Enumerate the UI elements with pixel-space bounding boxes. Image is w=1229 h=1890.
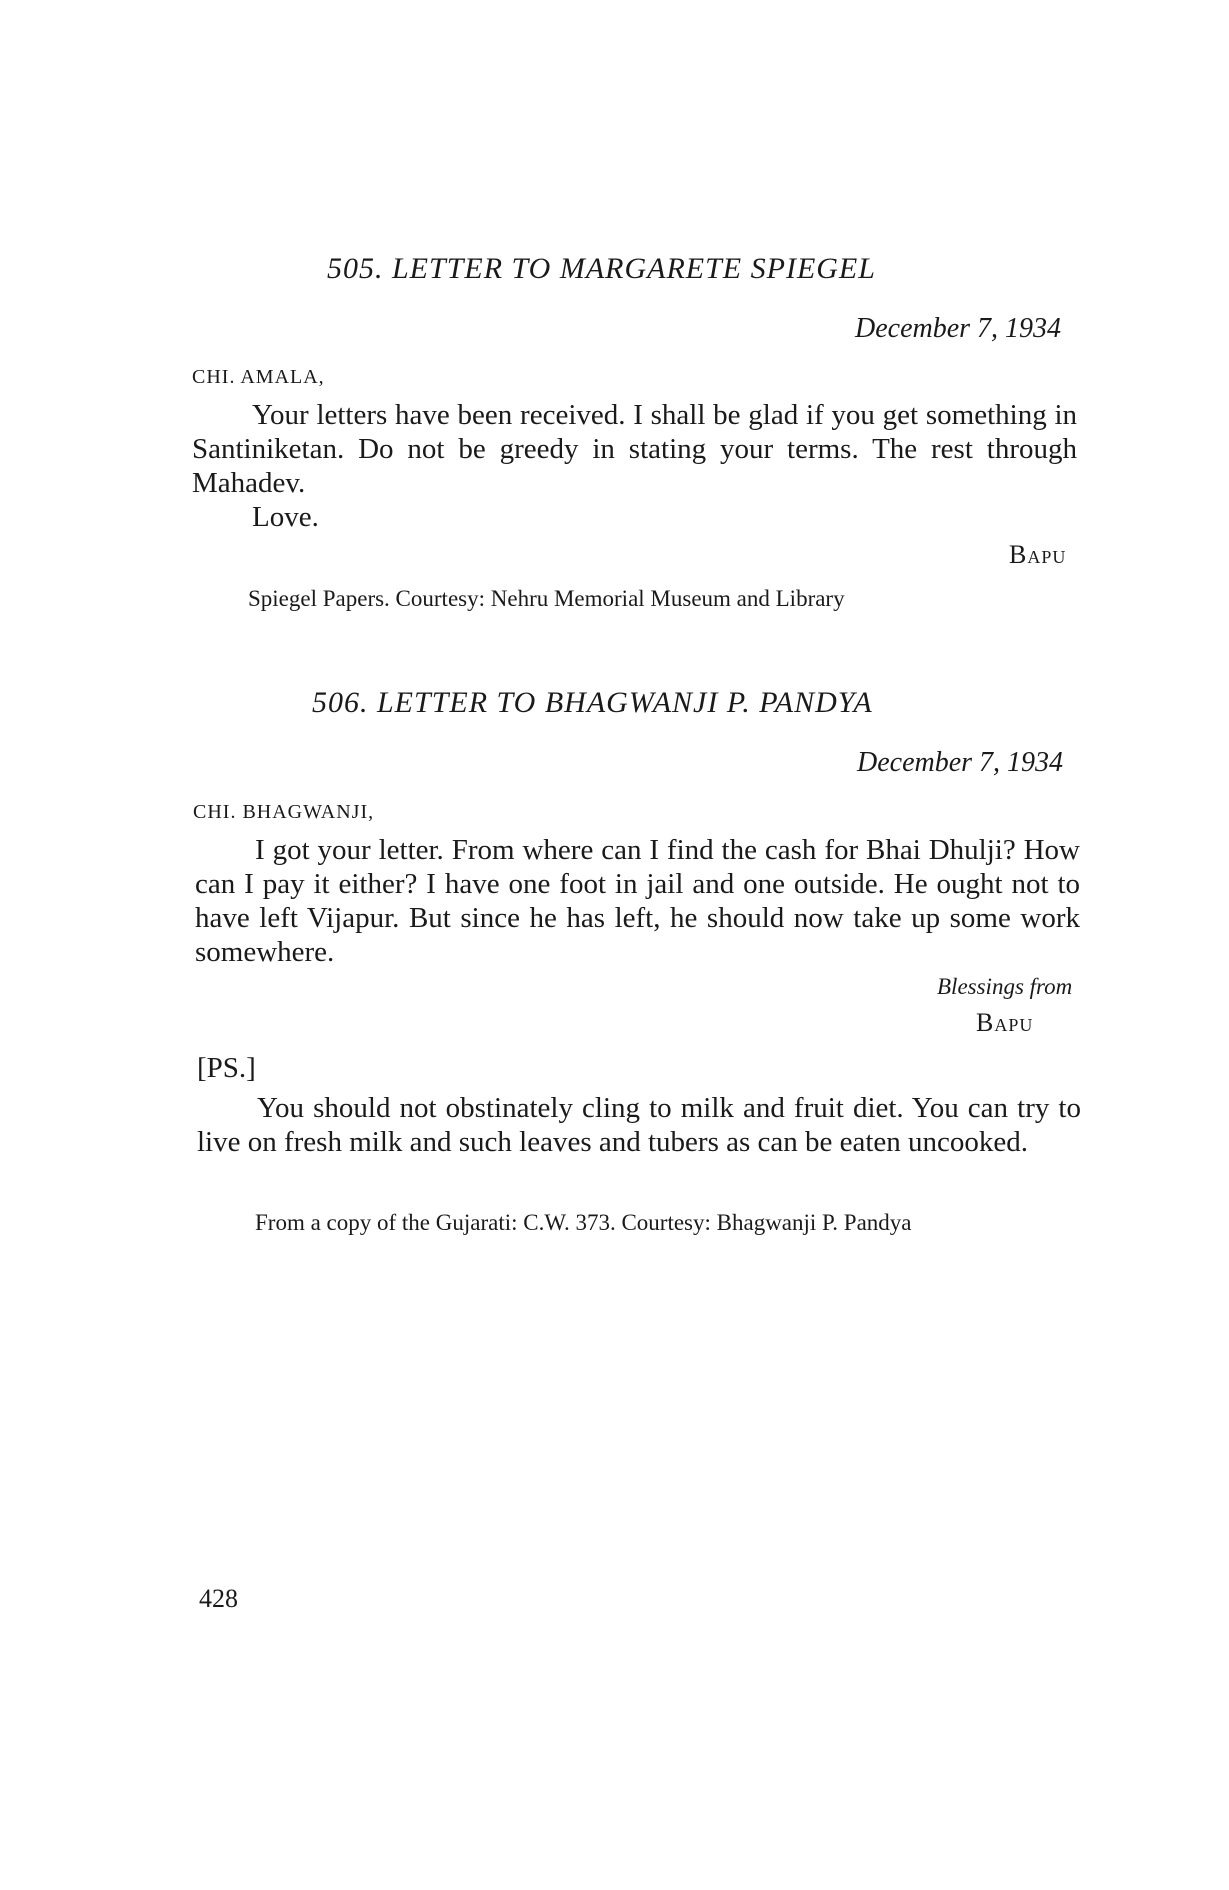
letter-505-source: Spiegel Papers. Courtesy: Nehru Memorial Museum and Library [248,586,845,611]
letter-505-date: December 7, 1934 [855,313,1062,344]
letter-506-signature: Bapu [976,1008,1034,1037]
letter-505-heading: 505. LETTER TO MARGARETE SPIEGEL [327,252,876,285]
letter-505-closing: Love. [252,501,319,533]
letter-506-body: I got your letter. From where can I find the cash for Bhai Dhulji? How can I pay it either? I have one foot in jail and one outside. He ought not to have left Vijapur. But since he has left, he should now take up some work somewhere. [195,834,1080,968]
letter-506-heading: 506. LETTER TO BHAGWANJI P. PANDYA [312,686,873,719]
letter-505-body: Your letters have been received. I shall be glad if you get something in Santiniketan. Do not be greedy in stating your terms. The rest through Mahadev. Love. [192,399,1077,533]
letter-506-salutation: CHI. BHAGWANJI, [193,801,375,823]
letter-506-ps-label: [PS.] [197,1052,256,1084]
page-number: 428 [199,1584,238,1613]
letter-506-date: December 7, 1934 [857,747,1064,778]
letter-505-signature: Bapu [1009,540,1067,569]
letter-506-ps-body: You should not obstinately cling to milk and fruit diet. You can try to live on fresh milk and such leaves and tubers as can be eaten uncooked. [197,1092,1081,1158]
letter-506-source: From a copy of the Gujarati: C.W. 373. Courtesy: Bhagwanji P. Pandya [255,1210,912,1235]
letter-505-salutation: CHI. AMALA, [192,366,325,388]
letter-506-blessings: Blessings from [937,974,1073,999]
